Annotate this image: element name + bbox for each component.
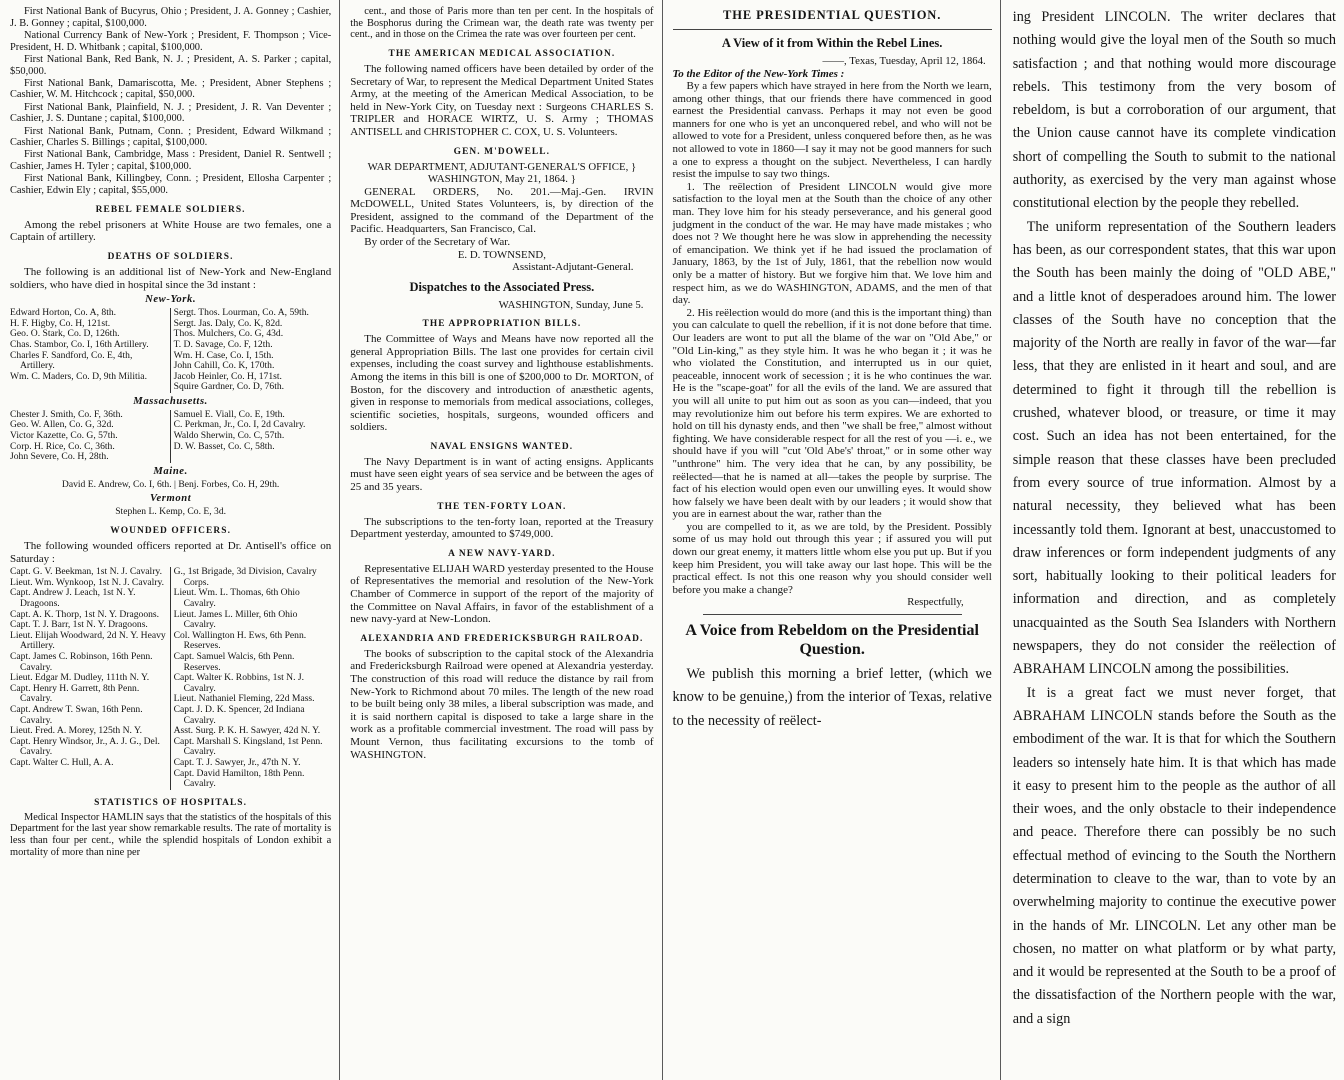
table-cell: Capt. T. J. Sawyer, Jr., 47th N. Y. (173, 756, 301, 768)
letter-paragraph: 2. His reëlection would do more (and this is the important thing) than you can calculate to quell the rebellion, if it is not done before that time. Our leaders are wont to put all the blame of the war on "Old Abe," or "Old Lin-king," as they style him. It was he who began it ; it was he who violated the Constitution, and interrupted us in our quiet, peaceable, innocent work of secession ; it is he who continues the war. He is the "scape-goat" for all the evils of the land. We are assured that you will all unite to put him out as soon as you can—indeed, that you may revolutionize him out before his term expires. We are exhorted to hold on till his dynasty ends, and then "we shall be free," almost without fighting. We have considerable respect for all the rest of you —i. e., we should have if you will "cut 'Old Abe's' throat," or in some other way "unthrone" him. The very idea that he can, by any possibility, be reëlected—that he is named at all—takes the people by surprise. The fact of his election would open even our unwilling eyes. It would show how falsely we have been dealt with by our leaders ; it would show that you are in earnest about the war, rather than the (672, 306, 992, 521)
war-dept-line-2: WASHINGTON, May 21, 1864. } (427, 173, 576, 186)
table-cell: Sergt. Jas. Daly, Co. K, 82d. (173, 317, 283, 329)
bank-list (10, 6, 331, 197)
voice-text: We publish this morning a brief letter, (which we know to be genuine,) from the interior of Texas, relative to the necessity of reëlect- (672, 665, 992, 729)
table-cell: Geo. W. Allen, Co. G, 32d. (10, 419, 114, 431)
vermont-heading: Vermont (149, 493, 192, 505)
respectfully-signoff: Respectfully, (907, 596, 964, 609)
table-cell: Capt. Henry H. Garrett, 8th Penn. Cavalry. (10, 682, 140, 705)
table-cell: Lieut. James L. Miller, 6th Ohio Cavalry. (173, 608, 298, 631)
table-cell: Wm. H. Case, Co. I, 15th. (173, 349, 274, 361)
hospital-continued-text: cent., and those of Paris more than ten per cent. In the hospitals of the Bosphorus during the Crimean war, the death rate was twenty per cent., and in those on the Crimea the rate was over fourteen per cent. (350, 6, 654, 41)
bank-entry: First National Bank of Bucyrus, Ohio ; President, J. A. Gonney ; Cashier, J. B. Gonney ; capital, $100,000. (10, 6, 332, 29)
editorial-paragraph: It is a great fact we must never forget, that ABRAHAM LINCOLN stands before the South as the embodiment of the war. It is that for which the Southern leaders so intensely hate him. It is that which has made it easy to present him to the people as the author of all their woes, and the only obstacle to their independence and peace. Therefore there can possibly be no such effectual method of evincing to the South the Northern determination to cleave to the war, than to vote by an overwhelming majority to continue the executive power in the hands of Mr. LINCOLN. Let any other man be chosen, no matter on what platform or by what party, and it would be represented at the South to be a proof of the dissatisfaction of the Northern people with the war, and a sign (1012, 684, 1336, 1027)
mcdowell-heading: GEN. M'DOWELL. (453, 146, 551, 157)
table-cell: D. W. Basset, Co. C, 58th. (173, 440, 275, 452)
appropriation-text: The Committee of Ways and Means have now reported all the general Appropriation Bills. The last one provides for certain civil expenses, including the coast survey and lighthouse establishments. Among the items in this bill is one of $200,000 to Dr. MORTON, of Boston, for the discovery and introduction of anæsthetic agents, given in response to memorials from medical associations, colleges, scientific societies, hospitals, surgeons, wounded officers and soldiers. (350, 333, 654, 434)
dispatches-dateline: WASHINGTON, Sunday, June 5. (498, 298, 644, 311)
table-cell: John Cahill, Co. K, 170th. (173, 360, 275, 372)
railroad-heading: ALEXANDRIA AND FREDERICKSBURGH RAILROAD. (360, 633, 644, 644)
appropriation-heading: THE APPROPRIATION BILLS. (422, 319, 582, 330)
letter-paragraph: By a few papers which have strayed in here from the North we learn, among other things, that our friends there have commenced in good earnest the Presidential canvass. Perhaps it may not even be good manners for one who is yet an unconquered rebel, and who will not be allowed to vote for a President, unless conquered before then, as he was not allowed to vote in 1860—I say it may not be good manners for such a one to express a thought on the subject. Nevertheless, I can hardly resist the impulse to say two things. (672, 80, 992, 181)
bank-entry: National Currency Bank of New-York ; President, F. Thompson ; Vice-President, H. D. Whitbank ; capital, $100,000. (10, 29, 332, 53)
table-cell: C. Perkman, Jr., Co. I, 2d Cavalry. (173, 419, 306, 431)
table-cell: Capt. Walter C. Hull, A. A. (10, 756, 114, 768)
voice-from-rebeldom-heading: A Voice from Rebeldom on the Presidential Question. (685, 621, 979, 658)
divider (673, 29, 992, 30)
new-york-heading: New-York. (145, 294, 197, 306)
column-3 (663, 0, 1000, 1080)
column-2 (340, 0, 661, 1080)
railroad-text: The books of subscription to the capital stock of the Alexandria and Fredericksburgh Railroad were opened at Alexandria yesterday. The construction of this road will reduce the distance by rail from New-York to Richmond about 70 miles. The length of the new road to be built being only 38 miles, a liberal subscription was made, and it is said northern capital is disposed to take a large share in the work as a profitable commercial investment. The road will pass by Mount Vernon, thus facilitating excursions to the tomb of WASHINGTON. (350, 647, 654, 761)
female-soldiers-heading: REBEL FEMALE SOLDIERS. (95, 204, 246, 215)
maine-line: David E. Andrew, Co. I, 6th. | Benj. Forbes, Co. H, 29th. (61, 478, 280, 490)
table-cell: Waldo Sherwin, Co. C, 57th. (173, 430, 285, 442)
bank-entry: First National Bank, Red Bank, N. J. ; President, A. S. Parker ; capital, $50,000. (10, 53, 332, 77)
table-cell: Jacob Heinler, Co. H, 171st. (173, 370, 282, 382)
rebel-lines-subtitle: A View of it from Within the Rebel Lines. (721, 36, 943, 50)
ten-forty-text: The subscriptions to the ten-forty loan, reported at the Treasury Department yesterday, amounted to $749,000. (350, 515, 654, 541)
ama-text: The following named officers have been detailed by order of the Secretary of War, to represent the Medical Department United States Army, at the meeting of the American Medical Association, to be held in New-York City, on Tuesday next : Surgeons CHARLES S. TRIPLER and HORACE WIRTZ, U. S. Army ; THOMAS ANTISELL and CHRISTOPHER C. COX, U. S. Volunteers. (350, 63, 654, 139)
table-cell: Sergt. Thos. Lourman, Co. A, 59th. (173, 307, 309, 319)
statistics-heading: STATISTICS OF HOSPITALS. (94, 797, 248, 808)
ama-heading: THE AMERICAN MEDICAL ASSOCIATION. (388, 49, 616, 60)
table-cell: G., 1st Brigade, 3d Division, Cavalry Corps. (173, 566, 317, 588)
table-cell: Capt. Samuel Walcis, 6th Penn. Reserves. (173, 650, 295, 673)
to-editor-line: To the Editor of the New-York Times : (672, 67, 845, 80)
table-cell: Capt. Walter K. Robbins, 1st N. J. Cavalry. (173, 672, 305, 694)
general-orders-text: GENERAL ORDERS, No. 201.—Maj.-Gen. IRVIN McDOWELL, United States Volunteers, is, by direction of the President, assigned to the command of the Department of the Pacific. Headquarters, San Francisco, Cal. (350, 185, 654, 236)
table-cell: Capt. T. J. Barr, 1st N. Y. Dragoons. (10, 619, 148, 631)
divider (703, 614, 962, 615)
letter-paragraph: you are compelled to it, as we are told, by the President. Possibly some of us may hold out through this year ; if assured you will put down our great enemy, it matters little whom else you put up. But if you keep him President, you will take away our last hope. This will be the practical effect. Is not this one reason why you should consider well before you make a change? (672, 520, 992, 596)
table-cell: Capt. James C. Robinson, 16th Penn. Cavalry. (10, 650, 153, 673)
table-cell: Charles F. Sandford, Co. E, 4th, Artillery. (10, 349, 133, 372)
table-cell: Capt. Andrew T. Swan, 16th Penn. Cavalry. (10, 703, 143, 726)
table-cell: Chester J. Smith, Co. F, 36th. (10, 408, 123, 420)
table-cell: Capt. David Hamilton, 18th Penn. Cavalry. (173, 767, 305, 790)
deaths-intro: The following is an additional list of New-York and New-England soldiers, who have died in hospital since the 3d instant : (10, 265, 332, 291)
table-cell: Capt. Marshall S. Kingsland, 1st Penn. Cavalry. (173, 735, 323, 758)
editorial-paragraph: The uniform representation of the Southern leaders has been, as our correspondent states, that this war upon the South has been mainly the doing of "OLD ABE," and a little knot of desperadoes around him. The lower classes of the South have no conception that the majority of the North are really in favor of the war—far less, that they are enlisted in it heart and soul, and are determined to fight it through till the rebellion is crushed, whatever blood, or treasure, or time it may cost. Such an idea has not been entertained, for the simple reason that these classes have been precluded from every source of true information. Almost by a natural necessity, they believed what has been incessantly told them. Ignorant at best, unaccustomed to draw inferences or form independent judgments of any sort, habitually looking to their political leaders for information and direction, and as completely unacquainted as the South Sea Islanders with Northern newspapers, they do not consider the reëlection of ABRAHAM LINCOLN among the possibilities. (1012, 218, 1336, 678)
table-cell: Capt. Henry Windsor, Jr., A. J. G., Del. Cavalry. (10, 735, 160, 758)
table-cell: Lieut. Fred. A. Morey, 125th N. Y. (10, 725, 143, 737)
column-4 (1001, 0, 1344, 1080)
table-cell: T. D. Savage, Co. F, 12th. (173, 338, 273, 350)
naval-ensigns-heading: NAVAL ENSIGNS WANTED. (430, 441, 574, 452)
navy-yard-text: Representative ELIJAH WARD yesterday presented to the House of Representatives the memorial and resolution of the New-York Chamber of Commerce in support of the report of the majority of the Committee on Naval Affairs, in favor of the establishment of a new navy-yard at New-London. (350, 562, 654, 626)
table-cell: Lieut. Elijah Woodward, 2d N. Y. Heavy Artillery. (10, 629, 166, 652)
bank-entry: First National Bank, Killingbey, Conn. ; President, Ellosha Carpenter ; Cashier, Edwin Ely ; capital, $55,000. (10, 173, 332, 197)
massachusetts-deaths-table (10, 410, 331, 463)
vermont-line: Stephen L. Kemp, Co. E, 3d. (115, 506, 227, 518)
table-cell: Lieut. Wm. Wynkoop, 1st N. J. Cavalry. (10, 576, 165, 588)
table-cell: Capt. G. V. Beekman, 1st N. J. Cavalry. (10, 566, 162, 578)
table-cell: Squire Gardner, Co. D, 76th. (173, 381, 285, 393)
deaths-heading: DEATHS OF SOLDIERS. (107, 251, 234, 262)
table-cell: H. F. Higby, Co. H, 121st. (10, 317, 111, 329)
table-cell: Samuel E. Viall, Co. E, 19th. (173, 408, 285, 420)
massachusetts-heading: Massachusetts. (133, 395, 208, 407)
table-cell: Edward Horton, Co. A, 8th. (10, 307, 117, 319)
table-cell: John Severe, Co. H, 28th. (10, 451, 109, 463)
table-cell: Thos. Mulchers, Co. G, 43d. (173, 328, 284, 340)
new-york-deaths-table (10, 308, 331, 393)
wounded-intro: The following wounded officers reported at Dr. Antisell's office on Saturday : (10, 540, 332, 565)
wounded-officers-table (10, 567, 331, 789)
bank-entry: First National Bank, Cambridge, Mass : President, Daniel R. Sentwell ; Cashier, James H. Tyler ; capital, $100,000. (10, 149, 332, 173)
table-cell: Chas. Stambor, Co. I, 16th Artillery. (10, 338, 149, 350)
table-cell: Geo. O. Stark, Co. D, 126th. (10, 328, 120, 340)
naval-ensigns-text: The Navy Department is in want of acting ensigns. Applicants must have seen eight years of sea service and be between the ages of 25 and 35 years. (350, 455, 654, 494)
bank-entry: First National Bank, Damariscotta, Me. ; President, Abner Stephens ; Cashier, W. M. Hitchcock ; capital, $50,000. (10, 77, 332, 101)
table-cell: Capt. J. D. K. Spencer, 2d Indiana Cavalry. (173, 703, 305, 726)
table-cell: Col. Wallington H. Ews, 6th Penn. Reserves. (173, 629, 307, 652)
war-dept-line-1: WAR DEPARTMENT, ADJUTANT-GENERAL'S OFFICE, } (367, 160, 637, 173)
bank-entry: First National Bank, Plainfield, N. J. ; President, J. R. Van Deventer ; Cashier, J. S. Duntane ; capital, $100,000. (10, 101, 332, 125)
table-cell: Lieut. Nathaniel Fleming, 22d Mass. (173, 693, 315, 705)
presidential-question-title: THE PRESIDENTIAL QUESTION. (723, 8, 942, 22)
female-soldiers-text: Among the rebel prisoners at White House are two females, one a Captain of artillery. (10, 218, 332, 244)
table-cell: Lieut. Edgar M. Dudley, 111th N. Y. (10, 672, 150, 684)
maine-heading: Maine. (153, 465, 188, 477)
table-cell: Lieut. Wm. L. Thomas, 6th Ohio Cavalry. (173, 587, 300, 609)
table-cell: Capt. A. K. Thorp, 1st N. Y. Dragoons. (10, 608, 160, 620)
table-cell: Capt. Andrew J. Leach, 1st N. Y. Dragoons. (10, 587, 136, 609)
by-order-text: By order of the Secretary of War. (364, 236, 511, 249)
wounded-heading: WOUNDED OFFICERS. (110, 526, 232, 537)
table-cell: Victor Kazette, Co. G, 57th. (10, 430, 118, 442)
ten-forty-heading: THE TEN-FORTY LOAN. (437, 501, 567, 512)
bank-entry: First National Bank, Putnam, Conn. ; President, Edward Wilkmand ; Cashier, Charles S. Billings ; capital, $100,000. (10, 125, 332, 149)
table-cell: Wm. C. Maders, Co. D, 9th Militia. (10, 370, 147, 382)
column-1 (0, 0, 339, 1080)
editorial-paragraph: ing President LINCOLN. The writer declares that nothing would give the loyal men of the South so much satisfaction ; and that nothing would more discourage rebels. This testimony from the very bosom of rebeldom, is but a corroboration of our argument, that the Union cause cannot have its complete vindication short of compelling the South to submit to the national authority, as exercised by the very man against whose constitutional election by the people they rebelled. (1012, 9, 1336, 212)
table-cell: Corp. H. Rice, Co. C, 36th. (10, 440, 115, 452)
dispatches-heading: Dispatches to the Associated Press. (409, 279, 595, 294)
townsend-signature: E. D. TOWNSEND, (457, 248, 546, 261)
navy-yard-heading: A NEW NAVY-YARD. (448, 548, 556, 559)
letter-dateline: ——, Texas, Tuesday, April 12, 1864. (822, 55, 986, 67)
letter-paragraph: 1. The reëlection of President LINCOLN would give more satisfaction to the loyal men at the South than the choice of any other man. They love him for his steady perseverance, and his general good judgment in the conduct of the war. He may have made mistakes ; who does not ? We thought here he was slow in apprehending the necessity of emancipation. We think yet if he had issued the proclamation of January, 1863, by the 1st of July, 1861, that the rebellion now would only be a matter of history. But we forgive him that. We love him and respect him, as we do WASHINGTON, ADAMS, and the men of that day. (672, 180, 992, 307)
statistics-text: Medical Inspector HAMLIN says that the statistics of the hospitals of this Department for the last year show remarkable results. The rate of mortality is less than four per cent., while the splendid hospitals of London exhibit a mortality of more than nine per (10, 811, 332, 858)
townsend-title: Assistant-Adjutant-General. (512, 261, 634, 274)
table-cell: Asst. Surg. P. K. H. Sawyer, 42d N. Y. (173, 725, 321, 737)
